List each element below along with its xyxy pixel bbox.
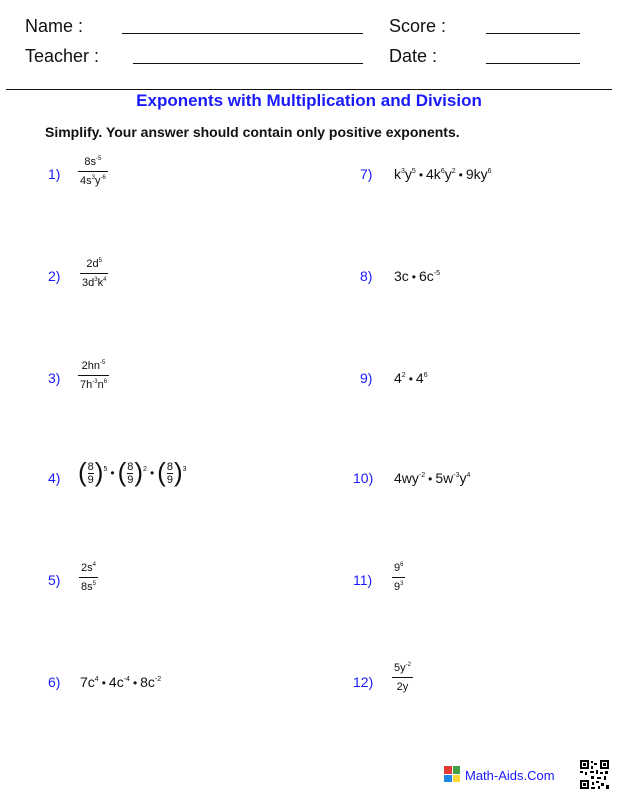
- problem-2-fraction: $2d^5$ $3d^3k^4$: [82, 258, 107, 289]
- problem-9-expression: $4^2$ • $4^6$: [394, 370, 428, 386]
- problem-number: 6): [48, 674, 61, 690]
- date-label: Date :: [389, 46, 438, 66]
- problem-4-expression: ( $\frac{8}{9}$ )$^5$ • ( $\frac{8}{9}$ )$^2$ • ( $\frac{8}{9}$ )$^3$: [78, 457, 187, 487]
- problem-number: 12): [353, 674, 374, 690]
- header-divider: [6, 89, 612, 90]
- problem-number: 10): [353, 470, 374, 486]
- problem-12-fraction: $5y^{-2}$ 2y: [394, 662, 411, 693]
- problem-11-fraction: $9^6$ $9^3$: [394, 562, 404, 593]
- problem-number: 5): [48, 572, 61, 588]
- brand-link[interactable]: Math-Aids.Com: [465, 768, 555, 783]
- problem-number: 4): [48, 470, 61, 486]
- problem-1-fraction: $8s^{-5}$ $4s^3y^{-6}$: [80, 156, 106, 187]
- score-line[interactable]: [486, 33, 580, 34]
- qr-code-icon: [579, 759, 610, 790]
- worksheet-title: Exponents with Multiplication and Division: [136, 91, 482, 110]
- problem-number: 2): [48, 268, 61, 284]
- problem-number: 9): [360, 370, 373, 386]
- name-line[interactable]: [122, 33, 363, 34]
- name-label: Name :: [25, 16, 84, 36]
- problem-number: 7): [360, 166, 373, 182]
- teacher-label: Teacher :: [25, 46, 100, 66]
- score-label: Score :: [389, 16, 447, 36]
- problem-6-expression: $7c^4$ • $4c^{-4}$ • $8c^{-2}$: [80, 674, 162, 690]
- problem-7-expression: $k^3y^5$ • $4k^6y^2$ • $9ky^6$: [394, 166, 492, 182]
- problem-10-expression: $4wy^{-2}$ • $5w^{-3}y^4$: [394, 470, 471, 486]
- problem-3-fraction: $2hn^{-5}$ $7h^{-3}n^6$: [80, 360, 108, 391]
- problem-number: 1): [48, 166, 61, 182]
- problem-number: 3): [48, 370, 61, 386]
- problem-8-expression: 3c • $6c^{-5}$: [394, 268, 441, 284]
- problem-number: 11): [353, 572, 373, 588]
- instructions: Simplify. Your answer should contain only positive exponents.: [45, 124, 460, 140]
- teacher-line[interactable]: [133, 63, 363, 64]
- problem-5-fraction: $2s^4$ $8s^5$: [81, 562, 96, 593]
- date-line[interactable]: [486, 63, 580, 64]
- calculator-logo-icon: [444, 766, 460, 782]
- problem-number: 8): [360, 268, 373, 284]
